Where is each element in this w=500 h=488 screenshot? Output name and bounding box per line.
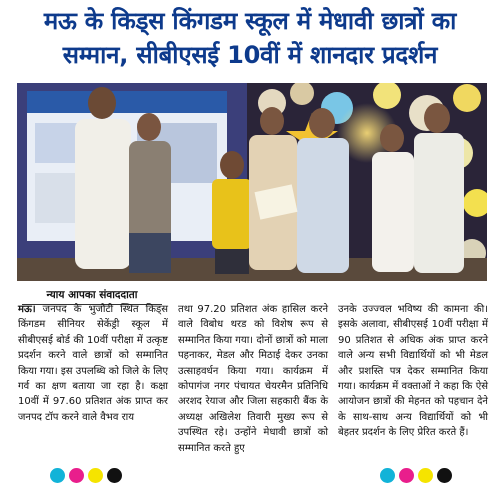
article-column-2 [178, 302, 328, 464]
headline-line-1: मऊ के किड्स किंगडम स्कूल में मेधावी छात्रों का [43, 7, 457, 35]
registration-dot [380, 468, 395, 483]
article-column-2-text: तथा 97.20 प्रतिशत अंक हासिल करने वाले विबोध थरड को विशेष रूप से सम्मानित किया गया। दोनों छात्रों को माला पहनाकर, मेडल और मिठाई देकर उनका उत्साहवर्धन किया गया। कार्यक्रम में कोपागंज नगर पंचायत चेयरमैन प्रतिनिधि अरशद रेयाज और जिला सहकारी बैंक के अध्यक्ष अखिलेश तिवारी मुख्य रूप से उपस्थित रहे। उन्होंने मेधावी छात्रों को सम्मानित करते हुए [178, 304, 328, 454]
registration-marks-left [50, 468, 122, 483]
article-column-3-text: उनके उज्ज्वल भविष्य की कामना की। इसके अलावा, सीबीएसई 10वीं परीक्षा में 90 प्रतिशत से अधिक अंक प्राप्त करने वाले अन्य सभी विद्यार्थियों को भी मेडल और प्रशस्ति पत्र देकर सम्मानित किया गया। कार्यक्रम में वक्ताओं ने कहा कि ऐसे आयोजन छात्रों की मेहनत को पहचान देने के साथ-साथ अन्य विद्यार्थियों को भी बेहतर प्रदर्शन के लिए प्रेरित करते हैं। [338, 304, 488, 439]
article-body [18, 302, 488, 464]
registration-dot [107, 468, 122, 483]
registration-dot [418, 468, 433, 483]
registration-dot [50, 468, 65, 483]
article-column-3 [338, 302, 488, 464]
event-photo [17, 83, 487, 281]
byline: न्याय आपका संवाददाता [22, 288, 162, 305]
article-column-1-text: जनपद के भुजौटी स्थित किड्स किंगडम सीनियर सेकेंड्री स्कूल में सीबीएसई बोर्ड की 10वीं परीक्षा में उत्कृष्ट प्रदर्शन करने वाले छात्रों को सम्मानित किया गया। इस उपलब्धि को जिले के लिए गर्व का क्षण बताया जा रहा है। कक्षा 10वीं में 97.60 प्रतिशत अंक प्राप्त कर जनपद टॉप करने वाले वैभव राय [18, 304, 168, 423]
registration-dot [69, 468, 84, 483]
dateline: मऊ। [18, 304, 36, 315]
registration-dot [399, 468, 414, 483]
registration-dot [88, 468, 103, 483]
article-column-1 [18, 302, 168, 464]
headline [6, 4, 494, 72]
registration-marks-right [380, 468, 452, 483]
registration-dot [437, 468, 452, 483]
headline-line-2: सम्मान, सीबीएसई 10वीं में शानदार प्रदर्शन [62, 41, 438, 69]
